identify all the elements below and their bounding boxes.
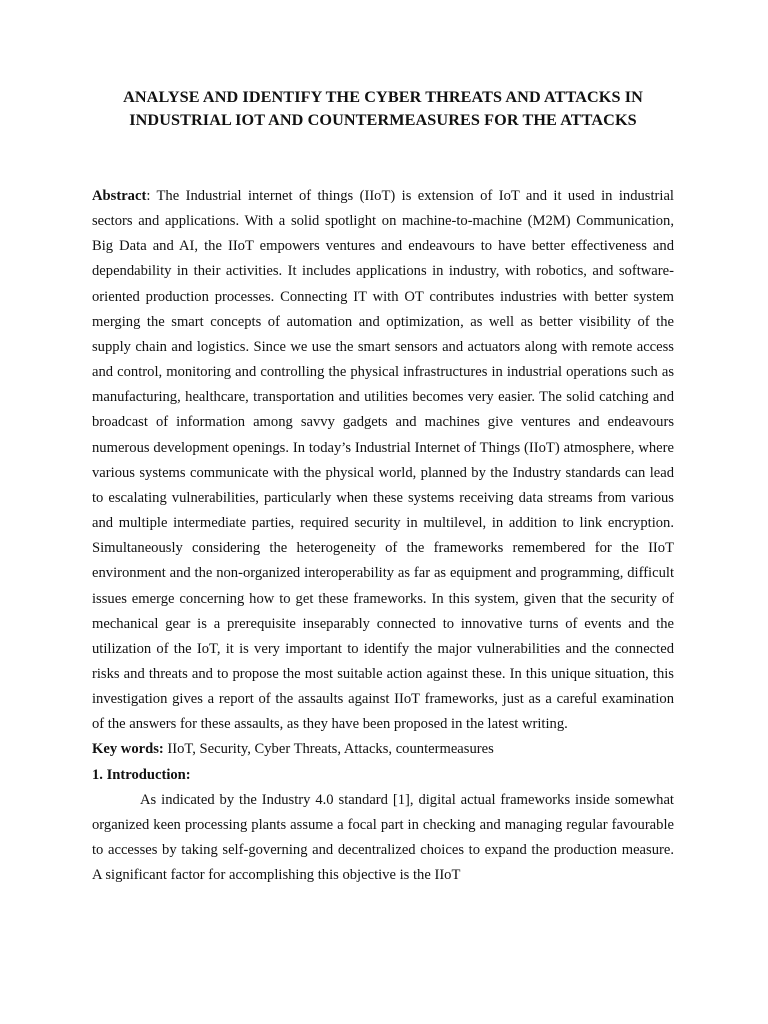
keywords-label: Key words: [92,741,164,758]
document-page [92,86,674,888]
paper-title [92,86,674,132]
introduction-paragraph: As indicated by the Industry 4.0 standard [1], digital actual frameworks inside somewhat organized keen processing plants assume a focal part in checking and managing regular favourable to accesses by taking self-governing and decentralized choices to expand the production measure. A significant factor for accomplishing this objective is the IIoT [92,791,674,884]
introduction-heading: 1. Introduction: [92,766,191,783]
paper-title-line-1: ANALYSE AND IDENTIFY THE CYBER THREATS AND ATTACKS IN [123,88,643,106]
abstract-paragraph [92,184,674,737]
abstract-separator: : [146,188,157,204]
abstract-label: Abstract [92,188,147,204]
abstract-text: The Industrial internet of things (IIoT) is extension of IoT and it used in industrial sectors and applications. With a solid spotlight on machine-to-machine (M2M) Communication, Big Data and AI, the IIoT empowers ventures and endeavours to have better effectiveness and dependability in their activities. It includes applications in industry, with robotics, and software-oriented production processes. Connecting IT with OT contributes industries with better system merging the smart concepts of automation and optimization, as well as better visibility of the supply chain and logistics. Since we use the smart sensors and actuators along with remote access and control, monitoring and controlling the physical infrastructures in industrial operations such as manufacturing, healthcare, transportation and utilities becomes very easier. The solid catching and broadcast of information among savvy gadgets and machines give ventures and endeavours numerous development openings. In today’s Industrial Internet of Things (IIoT) atmosphere, where various systems communicate with the physical world, planned by the Industry standards can lead to escalating vulnerabilities, particularly when these systems receiving data streams from various and multiple intermediate parties, required security in multilevel, in addition to link encryption. Simultaneously considering the heterogeneity of the frameworks remembered for the IIoT environment and the non-organized interoperability as far as equipment and programming, difficult issues emerge concerning how to get these frameworks. In this system, given that the security of mechanical gear is a prerequisite inseparably connected to innovative turns of events and the utilization of the IoT, it is very important to identify the major vulnerabilities and the connected risks and threats and to propose the most suitable action against these. In this unique situation, this investigation gives a report of the assaults against IIoT frameworks, just as a careful examination of the answers for these assaults, as they have been proposed in the latest writing. [92,188,674,733]
keywords-line [92,737,674,762]
keywords-text: IIoT, Security, Cyber Threats, Attacks, countermeasures [163,741,494,758]
paper-title-line-2: INDUSTRIAL IOT AND COUNTERMEASURES FOR THE ATTACKS [129,111,637,129]
